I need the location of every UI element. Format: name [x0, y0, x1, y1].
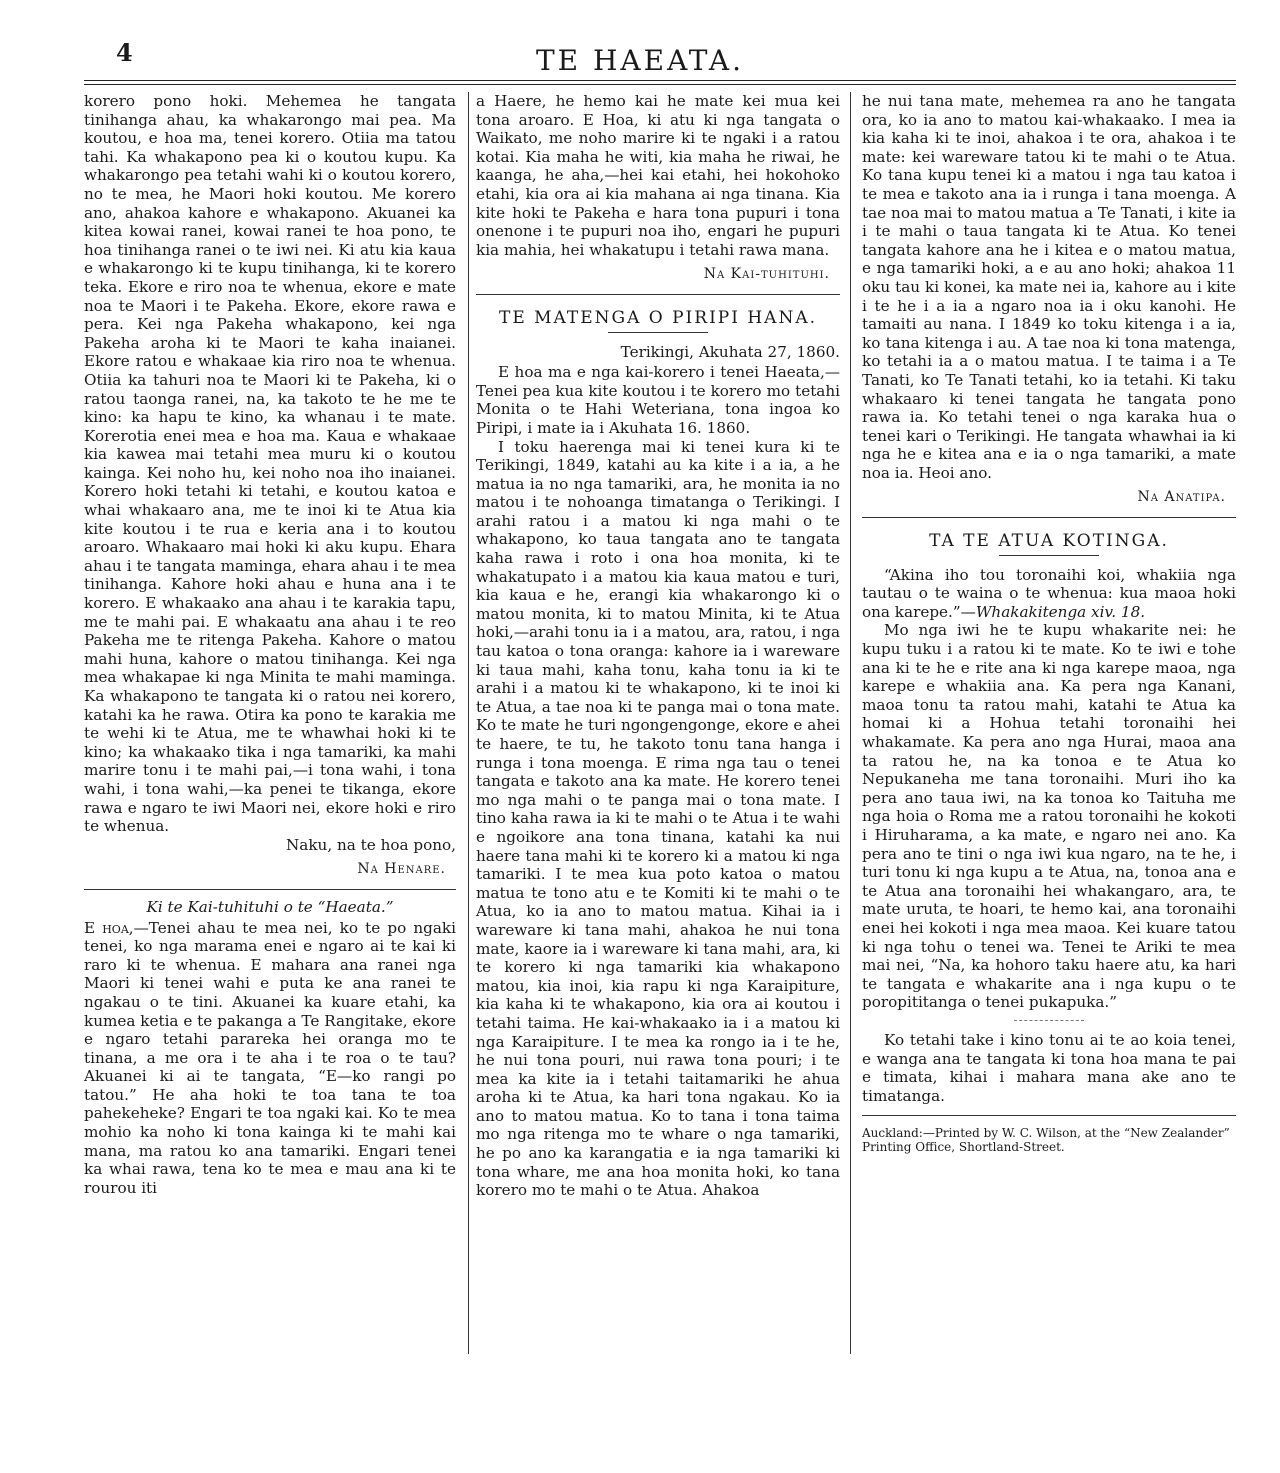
masthead-rule-bottom — [84, 84, 1236, 85]
column-2 — [476, 92, 840, 1200]
printer-imprint: Auckland:—Printed by W. C. Wilson, at the “New Zealander” Printing Office, Shortland-Street. — [862, 1126, 1230, 1155]
masthead-title: TE HAEATA. — [535, 44, 745, 77]
page-number: 4 — [116, 38, 133, 67]
col1-body-paragraph: korero pono hoki. Mehemea he tangata tinihanga ahau, ka whakarongo mai pea. Ma koutou, e hoa ma, tenei korero. Otiia ma tatou tahi. Ka whakapono pea ki o koutou kupu. Ka whakarongo pea tetahi wahi ki o koutou korero, no te mea, he Maori hoki koutou. Me korero ano, ahakoa kahore e whakapono. Akuanei ka kitea kowai ranei, kowai ranei te hoa pono, te hoa tinihanga ranei o te iwi nei. Ki atu kia kaua e whakarongo ki te kupu tinihanga, ki te korero teka. Ekore e riro noa te whenua, ekore e mate noa te Maori i te Pakeha. Ekore, ekore rawa e pera. Kei nga Pakeha whakapono, kei nga Pakeha aroha ki te Maori te kaha inaianei. Ekore ratou e whakaae kia riro noa te whenua. Otiia ka tahuri noa te Maori ki te Pakeha, ki o ratou taonga ranei, na, ka takoto te he me te kino: ka hapu te kino, ka whanau i te mate. Korerotia enei mea e hoa ma. Kaua e whakaae kia kawea mai tetahi mea muru ki o koutou kainga. Kei noho hu, kei noho noa iho inaianei. Korero hoki tetahi ki tetahi, e koutou katoa e whai whakaaro ana, me te inoi ki te Atua kia kite koutou i te rua e keria ana i to koutou aroaro. Whakaaro mai hoki ki aku kupu. Ehara ahau i te tangata maminga, ehara ahau i te mea tinihanga. Kahore hoki ahau e huna ana i te korero. E whakaako ana ahau i te karakia tapu, me te mahi pai. E whakaatu ana ahau i te reo Pakeha me te ritenga Pakeha. Kahore o matou mahi huna, kahore o matou tinihanga. Kei nga mea whakapae ki nga Minita te mahi maminga. Ka whakapono te tangata ki o ratou nei korero, katahi ka he rawa. Otira ka pono te karakia me te wehi ki te Atua, me te whawhai hoki ki te kino; ka whakaako tika i nga tamariki, ka mahi marire tonu i te mahi pai,—i tona wahi, i tona wahi, i tona wahi,—ka penei te tikanga, ekore rawa e ngaro te iwi Maori nei, ekore hoki e riro te whenua. — [84, 92, 456, 836]
col3-signature: Na Anatipa. — [1137, 489, 1226, 506]
article-paragraph: I toku haerenga mai ki tenei kura ki te Terikingi, 1849, katahi au ka kite i a ia, a he matua ia no nga tamariki, ara, he monita ia no matou i te nohoanga timatanga o Terikingi. I arahi ratou i a matou ki nga mahi o te whakapono, ko taua tangata ano te tangata kaha rawa i roto i ona hoa monita, ki te whakatupato i a matou kia kaua matou e turi, kia kaua e he, erangi kia whakarongo ki o matou monita, ki to matou Minita, ki te Atua hoki,—arahi tonu ia i a matou, ara, ratou, i nga tau katoa o tona oranga: kahore ia i wareware ki taua mahi, kaha tonu, kaha tonu ia ki te arahi i a matou ki te whakapono, ki te inoi ki te Atua, a tae noa ki te panga mai o tona mate. Ko te mate he turi ngongengonge, ekore e ahei te haere, te tu, he takoto tonu tana hanga i runga i tona moenga. E rima nga tau o tenei tangata e takoto ana ka mate. He korero tenei mo nga mahi o te panga mai o tona mate. I tino kaha rawa ia ki te mahi o te Atua i te wahi e ngoikore ana tona tinana, katahi ka nui haere tana mahi ki te korero ki a matou ki nga tamariki. I te mea kua poto katoa o matou matua te tono atu e te Komiti ki te mahi o te Atua, ko ia ano to matou matua. Kihai ia i wareware ki tana mahi, ahakoa he nui tona mate, kaore ia i wareware ki tana mahi, ara, ki te korero ki nga tamariki kia whakapono matou, kia inoi, kia rapu ki nga Karaipiture, kia kaha ki te whakapono, kia ora ai koutou i tetahi taima. He kai-whakaako ia i a matou ki nga Karaipiture. I te mea ka rongo ia i te he, he nui tona pouri, nui rawa tona pouri; i te mea ka kite ia i tetahi taitamariki he ahua aroha ki te Atua, ka hari tona ngakau. Ko ia ano to matou matua. Ko to tana i tona taima mo nga ritenga mo te whare o nga tamariki, he po ano ka karangatia e ia nga tamariki ki tona whare, me ana hoa monita hoki, ko tana korero mo te mahi o te Atua. Ahakoa — [476, 437, 840, 1200]
heading-underline — [999, 555, 1099, 556]
column-divider-right — [850, 92, 851, 1354]
col1-signature: Na Henare. — [357, 861, 446, 878]
article-paragraph: Mo nga iwi he te kupu whakarite nei: he kupu tuku i a ratou ki te mate. Ko te iwi e tohe ana ki te he e rite ana ki nga karepe maoa, nga karepe e whakiia ana. Ka pera nga Kanani, maoa tonu ta ratou mahi, katahi te Atua ka homai ki a Hohua tetahi toronaihi hei whakamate. Ka pera ano nga Hurai, maoa ana ta ratou he, na ka tonoa e te Atua ko Nepukaneha me tana toronaihi. Muri iho ka pera ano taua iwi, na ka tonoa ko Taituha me nga hoia o Roma me a ratou toronaihi he kokoti i Hiruharama, a ka mate, e ngaro nei ano. Ka pera ano te tini o nga iwi kua ngaro, na te he, i turi tonu ki nga kupu a te Atua, na, tonoa ana e te Atua ana toronaihi hei whakangaro, ara, te mate uruta, te hoari, te hemo kai, ana toronaihi enei hei kokoti i nga mea maoa. Kei kuare tatou ki nga tohu o tenei wa. Tenei te Ariki te mea mai nei, “Na, ka hohoro taku haere atu, ka hari te tangata e whakarite ana i nga kupu o te poropititanga o tenei pukapuka.” — [862, 621, 1236, 1012]
article-paragraph: Ko tetahi take i kino tonu ai te ao koia tenei, e wanga ana te tangata ki tona hoa mana te pai e timata, kihai i mahara mana ake ano te timatanga. — [862, 1030, 1236, 1105]
column-3 — [862, 92, 1236, 1154]
letter-body — [84, 919, 456, 1198]
col3-body-paragraph: he nui tana mate, mehemea ra ano he tangata ora, ko ia ano to matou kai-whakaako. I mea ia kia kaha ki te inoi, ahakoa i te ora, ahakoa i te mate: kei wareware tatou ki te mahi o te Atua. Ko tana kupu tenei ki a matou i nga tau katoa i te mea e takoto ana ia i runga i tana moenga. A tae noa mai to matou matua a Te Tanati, i kite ia i te mahi o taua tangata ki te Atua. Ko tenei tangata kahore ana he i kitea e o matou matua, e nga tamariki hoki, a e au ano hoki; ahakoa 11 oku tau ki konei, ka mate nei ia, kahore au i kite i te he i a ia a ngaro noa ia i oku kanohi. He tamaiti au nana. I 1849 ko toku kitenga i a ia, ko tana kitenga i au. A tae noa ki tona matenga, ko tetahi ia a o matou matua. I te taima i a Te Tanati, ko Te Tanati tetahi, ko ia tetahi. Ki taku whakaaro ki tenei tangata he tangata pono rawa ia. Ko tetahi tenei o nga karaka hua o tenei kari o Terikingi. He tangata whawhai ia ki nga he e kitea ana e ia o nga tamariki, a mate noa ia. Heoi ano. — [862, 92, 1236, 482]
letter-salutation: E hoa, — [84, 918, 134, 937]
article-paragraph: E hoa ma e nga kai-korero i tenei Haeata,—Tenei pea kua kite koutou i te korero mo tetahi Monita o te Hahi Weteriana, tona ingoa ko Piripi, i mate ia i Akuhata 16. 1860. — [476, 363, 840, 437]
imprint-separator — [862, 1115, 1236, 1116]
column-divider-left — [468, 92, 469, 1354]
article-heading-piripi: TE MATENGA O PIRIPI HANA. — [498, 307, 817, 328]
col2-signature: Na Kai-tuhituhi. — [703, 266, 830, 283]
col3-separator — [862, 517, 1236, 518]
epigraph — [862, 566, 1236, 622]
article-heading-kotinga: TA TE ATUA KOTINGA. — [929, 531, 1169, 552]
letter-heading: Ki te Kai-tuhituhi o te “Haeata.” — [146, 897, 394, 916]
epigraph-reference: —Whakakitenga xiv. 18. — [960, 602, 1146, 621]
col2-body-paragraph: a Haere, he hemo kai he mate kei mua kei tona aroaro. E Hoa, ki atu ki nga tangata o Waikato, me noho marire ki te ngaki i a ratou kotai. Kia maha he witi, kia maha he riwai, he kaanga, he aha,—hei kai etahi, hei hokohoko etahi, kia ora ai kia mahana ai nga tinana. Kia kite hoki te Pakeha e hara tona pupuri i tona onenone i te pupuri noa iho, engari he pupuri kia mahia, hei whakatupu i tetahi rawa mana. — [476, 92, 840, 259]
col3-short-separator — [1014, 1020, 1084, 1021]
epigraph-text: “Akina iho tou toronaihi koi, whakiia nga tautau o te waina o te whenua: kua maoa hoki ona karepe.” — [862, 565, 1236, 621]
heading-underline — [608, 332, 708, 333]
column-1 — [84, 92, 456, 1197]
col1-separator — [84, 889, 456, 890]
col2-separator — [476, 294, 840, 295]
col1-closing: Naku, na te hoa pono, — [286, 835, 456, 854]
masthead-rule-top — [84, 80, 1236, 81]
letter-text: —Tenei ahau te mea nei, ko te po ngaki tenei, ko nga marama enei e ngaro ai te kai ki raro ki te whenua. E mahara ana ranei nga Maori ki tenei wahi e puta ke ana ranei te ngakau o te tini. Akuanei ka kuare etahi, ka kumea ketia e te pakanga a Te Rangitake, ekore e ngaro tetahi parareka hei oranga mo te tinana, a me ora i te aha i te roa o te tau? Akuanei ki ai te tangata, “E—ko rangi po tatou.” He aha hoki te toa tana te toa pahekeheke? Engari te toa ngaki kai. Ko te mea mohio ka noho ki tona kainga ki te mahi kai mana, ma ratou ko ana tamariki. Engari tenei ka whai rawa, tena ko te mea e mau ana ki te rourou iti — [84, 918, 456, 1197]
dateline: Terikingi, Akuhata 27, 1860. — [620, 342, 840, 361]
